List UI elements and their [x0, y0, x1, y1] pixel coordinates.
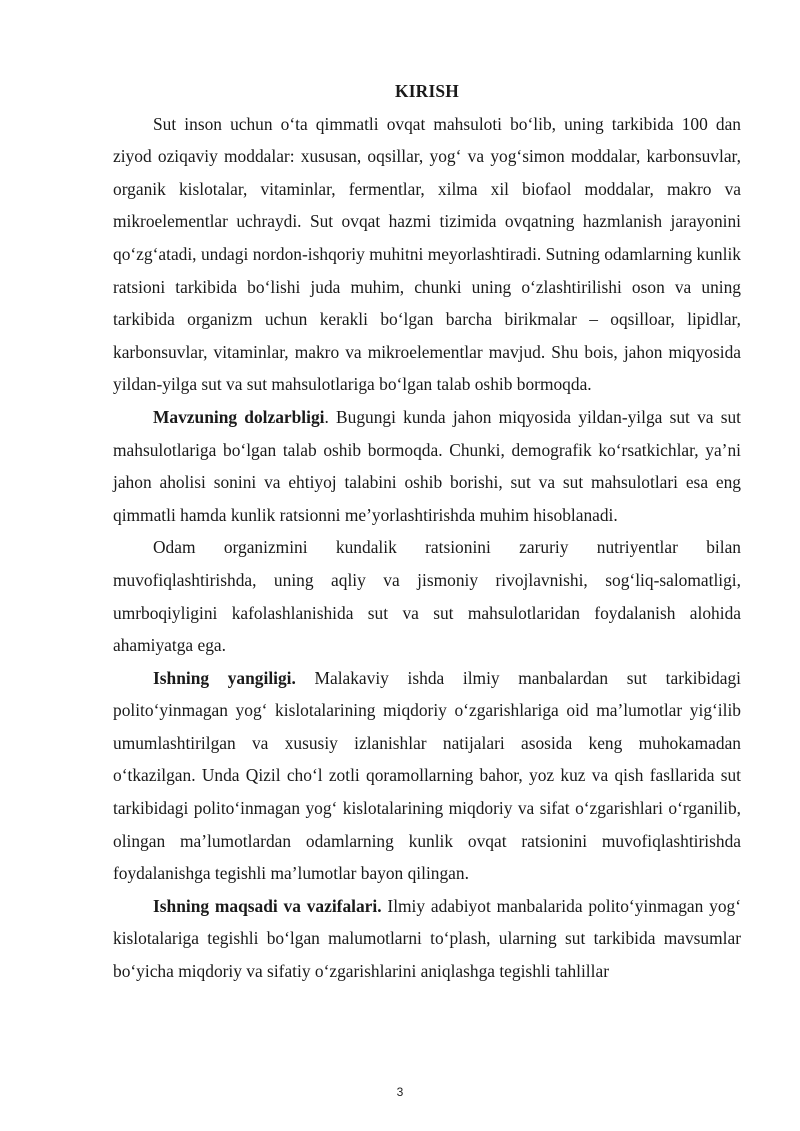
- paragraph-text: . Bugungi kunda jahon miqyosida yildan-yilga sut va sut mahsulotlariga bo‘lgan talab oshib bormoqda. Chunki, demografik ko‘rsatkichlar, ya’ni jahon aholisi sonini va ehtiyoj talabini oshib borishi, sut va sut mahsulotlari esa eng qimmatli hamda kunlik ratsionni me’yorlashtirishda muhim hisoblanadi.: [113, 406, 741, 525]
- paragraph-lead: Ishning yangiligi.: [153, 667, 296, 688]
- paragraph-nutrition: [113, 531, 741, 661]
- paragraph-text: Ilmiy adabiyot manbalarida polito‘yinmagan yog‘ kislotalariga tegishli bo‘lgan malumotlarni to‘plash, ularning sut tarkibida mavsumlar bo‘yicha miqdoriy va sifatiy o‘zgarishlarini aniqlashga tegishli tahlillar: [113, 895, 741, 982]
- paragraph-novelty: [113, 662, 741, 890]
- paragraph-text: Odam organizmini kundalik ratsionini zaruriy nutriyentlar bilan muvofiqlashtirishda, uning aqliy va jismoniy rivojlavnishi, sog‘liq-salomatligi, umrboqiyligini kafolashlanishida sut va sut mahsulotlaridan foydalanish alohida ahamiyatga ega.: [113, 537, 741, 656]
- paragraph-intro: [113, 108, 741, 401]
- page-title: KIRISH: [394, 81, 460, 101]
- paragraph-lead: Mavzuning dolzarbligi: [153, 406, 325, 427]
- page-content: [113, 75, 741, 988]
- paragraph-lead: Ishning maqsadi va vazifalari.: [153, 895, 382, 916]
- paragraph-relevance: [113, 401, 741, 531]
- paragraph-text: Malakaviy ishda ilmiy manbalardan sut tarkibidagi polito‘yinmagan yog‘ kislotalarining miqdoriy o‘zgarishlariga oid ma’lumotlar yig‘ilib umumlashtirilgan va xususiy izlanishlar natijalari asosida keng muhokamadan o‘tkazilgan. Unda Qizil cho‘l zotli qoramollarning bahor, yoz kuz va qish fasllarida sut tarkibidagi polito‘inmagan yog‘ kislotalarining miqdoriy va sifat o‘zgarishlari o‘rganilib, olingan ma’lumotlardan odamlarning kunlik ovqat ratsionini muvofiqlashtirishda foydalanishga tegishli ma’lumotlar bayon qilingan.: [113, 667, 741, 884]
- paragraph-goals: [113, 890, 741, 988]
- paragraph-text: Sut inson uchun o‘ta qimmatli ovqat mahsuloti bo‘lib, uning tarkibida 100 dan ziyod oziqaviy moddalar: xususan, oqsillar, yog‘ va yog‘simon moddalar, karbonsuvlar, organik kislotalar, vitaminlar, fermentlar, xilma xil biofaol moddalar, makro va mikroelementlar uchraydi. Sut ovqat hazmi tizimida ovqatning hazmlanish jarayonini qo‘zg‘atadi, undagi nordon-ishqoriy muhitni meyorlashtiradi. Sutning odamlarning kunlik ratsioni tarkibida bo‘lishi juda muhim, chunki uning o‘zlashtirilishi oson va uning tarkibida organizm uchun kerakli bo‘lgan barcha birikmalar – oqsilloar, lipidlar, karbonsuvlar, vitaminlar, makro va mikroelementlar mavjud. Shu bois, jahon miqyosida yildan-yilga sut va sut mahsulotlariga bo‘lgan talab oshib bormoqda.: [113, 113, 741, 395]
- page-number: 3: [396, 1085, 404, 1099]
